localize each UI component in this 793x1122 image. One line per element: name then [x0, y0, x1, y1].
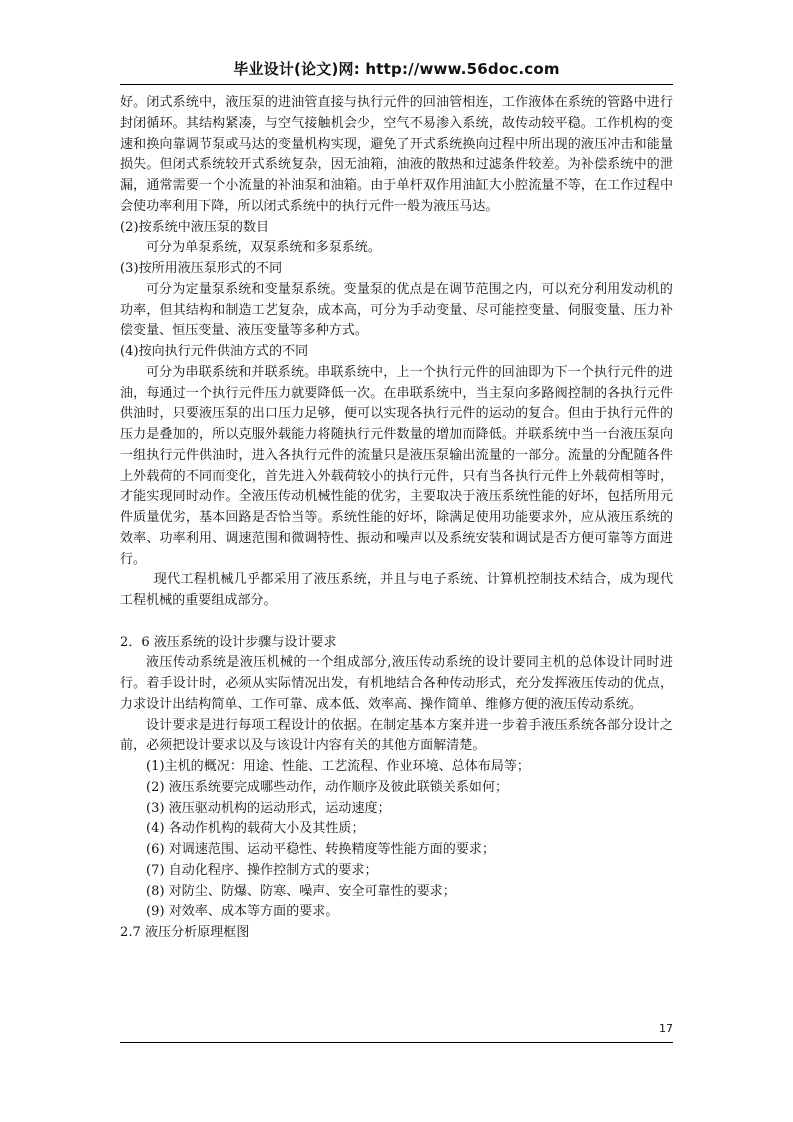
list-item: (8) 对防尘、防爆、防寒、噪声、安全可靠性的要求； — [146, 883, 456, 899]
document-body — [120, 93, 673, 944]
list-item: (4) 各动作机构的载荷大小及其性质； — [146, 821, 365, 837]
paragraph-design-requirements: 设计要求是进行每项工程设计的依据。在制定基本方案并进一步着手液压系统各部分设计之前，必须把设计要求以及与该设计内容有关的其他方面解清楚。 — [120, 717, 673, 754]
paragraph-supply-method: 可分为串联系统和并联系统。串联系统中，上一个执行元件的回油即为下一个执行元件的进油，每通过一个执行元件压力就要降低一次。在串联系统中，当主泵向多路阀控制的各执行元件供油时，只要液压泵的出口压力足够，便可以实现各执行元件的运动的复合。但由于执行元件的压力是叠加的，所以克服外载能力将随执行元件数量的增加而降低。并联系统中当一台液压泵向一组执行元件供油时，进入各执行元件的流量只是液压泵输出流量的一部分。流量的分配随各件上外载荷的不同而变化，首先进入外载荷较小的执行元件，只有当各执行元件上外载荷相等时，才能实现同时动作。全液压传动机械性能的优劣，主要取决于液压系统性能的好坏，包括所用元件质量优劣，基本回路是否恰当等。系统性能的好坏，除满足使用功能要求外，应从液压系统的效率、功率利用、调速范围和微调特性、振动和噪声以及系统安装和调试是否方便可靠等方面进行。 — [120, 364, 673, 567]
paragraph-modern-machinery: 现代工程机械几乎都采用了液压系统，并且与电子系统、计算机控制技术结合，成为现代工程机械的重要组成部分。 — [120, 572, 673, 608]
list-item: (1)主机的概况：用途、性能、工艺流程、作业环境、总体布局等； — [146, 759, 530, 774]
footer-divider — [120, 1042, 673, 1043]
list-item: (3) 液压驱动机构的运动形式，运动速度； — [146, 800, 391, 816]
page-header-title: 毕业设计(论文)网: http://www.56doc.com — [233, 60, 560, 78]
paragraph-pump-type: 可分为定量泵系统和变量泵系统。变量泵的优点是在调节范围之内，可以充分利用发动机的功率，但其结构和制造工艺复杂，成本高，可分为手动变量、尽可能控变量、伺服变量、压力补偿变量、恒压变量、液压变量等多种方式。 — [120, 281, 673, 339]
heading-pump-type: (3)按所用液压泵形式的不同 — [120, 261, 283, 276]
page-number: 17 — [659, 1022, 673, 1035]
heading-supply-method: (4)按向执行元件供油方式的不同 — [120, 344, 309, 359]
list-item: (2) 液压系统要完成哪些动作，动作顺序及彼此联锁关系如何； — [146, 779, 509, 795]
paragraph-pump-count: 可分为单泵系统，双泵系统和多泵系统。 — [146, 240, 381, 256]
blank-line — [120, 612, 673, 633]
header-divider — [120, 84, 673, 85]
list-item: (6) 对调速范围、运动平稳性、转换精度等性能方面的要求； — [146, 842, 495, 857]
paragraph-closed-system: 好。闭式系统中，液压泵的进油管直接与执行元件的回油管相连，工作液体在系统的管路中进行封闭循环。其结构紧凑，与空气接触机会少，空气不易渗入系统，故传动较平稳。工作机构的变速和换向靠调节泵或马达的变量机构实现，避免了开式系统换向过程中所出现的液压冲击和能量损失。但闭式系统较开式系统复杂，因无油箱，油液的散热和过滤条件较差。为补偿系统中的泄漏，通常需要一个小流量的补油泵和油箱。由于单杆双作用油缸大小腔流量不等，在工作过程中会使功率利用下降，所以闭式系统中的执行元件一般为液压马达。 — [120, 95, 673, 214]
section-heading-2-7: 2.7 液压分析原理框图 — [120, 925, 250, 940]
heading-pump-count: (2)按系统中液压泵的数目 — [120, 219, 270, 235]
list-item: (7) 自动化程序、操作控制方式的要求； — [146, 862, 378, 878]
section-heading-2-6: 2．6 液压系统的设计步骤与设计要求 — [120, 634, 337, 650]
list-item: (9) 对效率、成本等方面的要求。 — [146, 904, 339, 920]
paragraph-design-steps: 液压传动系统是液压机械的一个组成部分,液压传动系统的设计要同主机的总体设计同时进行。着手设计时，必须从实际情况出发，有机地结合各种传动形式，充分发挥液压传动的优点，力求设计出结构简单、工作可靠、成本低、效率高、操作简单、维修方便的液压传动系统。 — [120, 655, 673, 712]
